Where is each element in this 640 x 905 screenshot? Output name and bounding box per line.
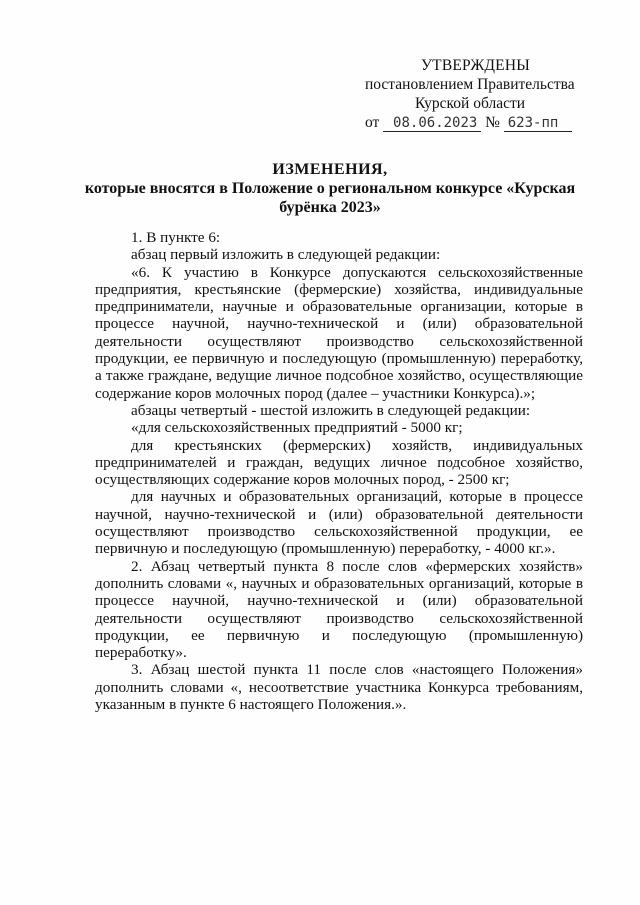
paragraph: абзац первый изложить в следующей редакции: [131,246,441,264]
approval-region: Курской области [415,95,526,112]
title-heading: ИЗМЕНЕНИЯ, [272,161,388,178]
number-prefix: № [485,114,500,131]
approval-number: 623-пп [504,116,572,132]
title-subheading: которые вносятся в Положение о региональном конкурсе «Курская бурёнка 2023» [84,180,576,216]
approval-resolution: постановлением Правительства [365,76,575,93]
document-title [60,160,600,217]
paragraph: для научных и образовательных организаций, которые в процессе научной, научно-технической и (или) образовательной деятельности осуществляют производство сельскохозяйственной продукции, ее первичную и последующую (промышленную) переработку, - 4000 кг.». [95,488,583,558]
approval-date-number [365,113,595,132]
paragraph: для крестьянских (фермерских) хозяйств, индивидуальных предпринимателей и граждан, ведущих личное подсобное хозяйство, осуществляющих содержание коров молочных пород, - 2500 кг; [95,436,583,489]
approval-stamp [365,56,595,132]
document-body [95,229,583,713]
paragraph: абзацы четвертый - шестой изложить в следующей редакции: [131,401,531,419]
paragraph: 3. Абзац шестой пункта 11 после слов «настоящего Положения» дополнить словами «, несоответствие участника Конкурса требованиям, указанным в пункте 6 настоящего Положения.». [95,661,583,714]
approval-date: 08.06.2023 [383,116,481,132]
approval-heading: УТВЕРЖДЕНЫ [421,57,530,74]
paragraph: «6. К участию в Конкурсе допускаются сельскохозяйственные предприятия, крестьянские (фермерские) хозяйства, индивидуальные предприниматели, научные и образовательные организации, которые в процессе научной, научно-технической и (или) образовательной деятельности осуществляют производство сельскохозяйственной продукции, ее первичную и последующую (промышленную) переработку, а также граждане, ведущие личное подсобное хозяйство, осуществляющие содержание коров молочных пород (далее – участники Конкурса).»; [95,263,583,402]
paragraph: 1. В пункте 6: [131,229,221,246]
paragraph: «для сельскохозяйственных предприятий - 5000 кг; [131,419,463,437]
date-prefix: от [365,114,380,131]
paragraph: 2. Абзац четвертый пункта 8 после слов «фермерских хозяйств» дополнить словами «, научных и образовательных организаций, которые в процессе научной, научно-технической и (или) образовательной деятельности осуществляют производство сельскохозяйственной продукции, ее первичную и последующую (промышленную) переработку». [95,557,583,662]
